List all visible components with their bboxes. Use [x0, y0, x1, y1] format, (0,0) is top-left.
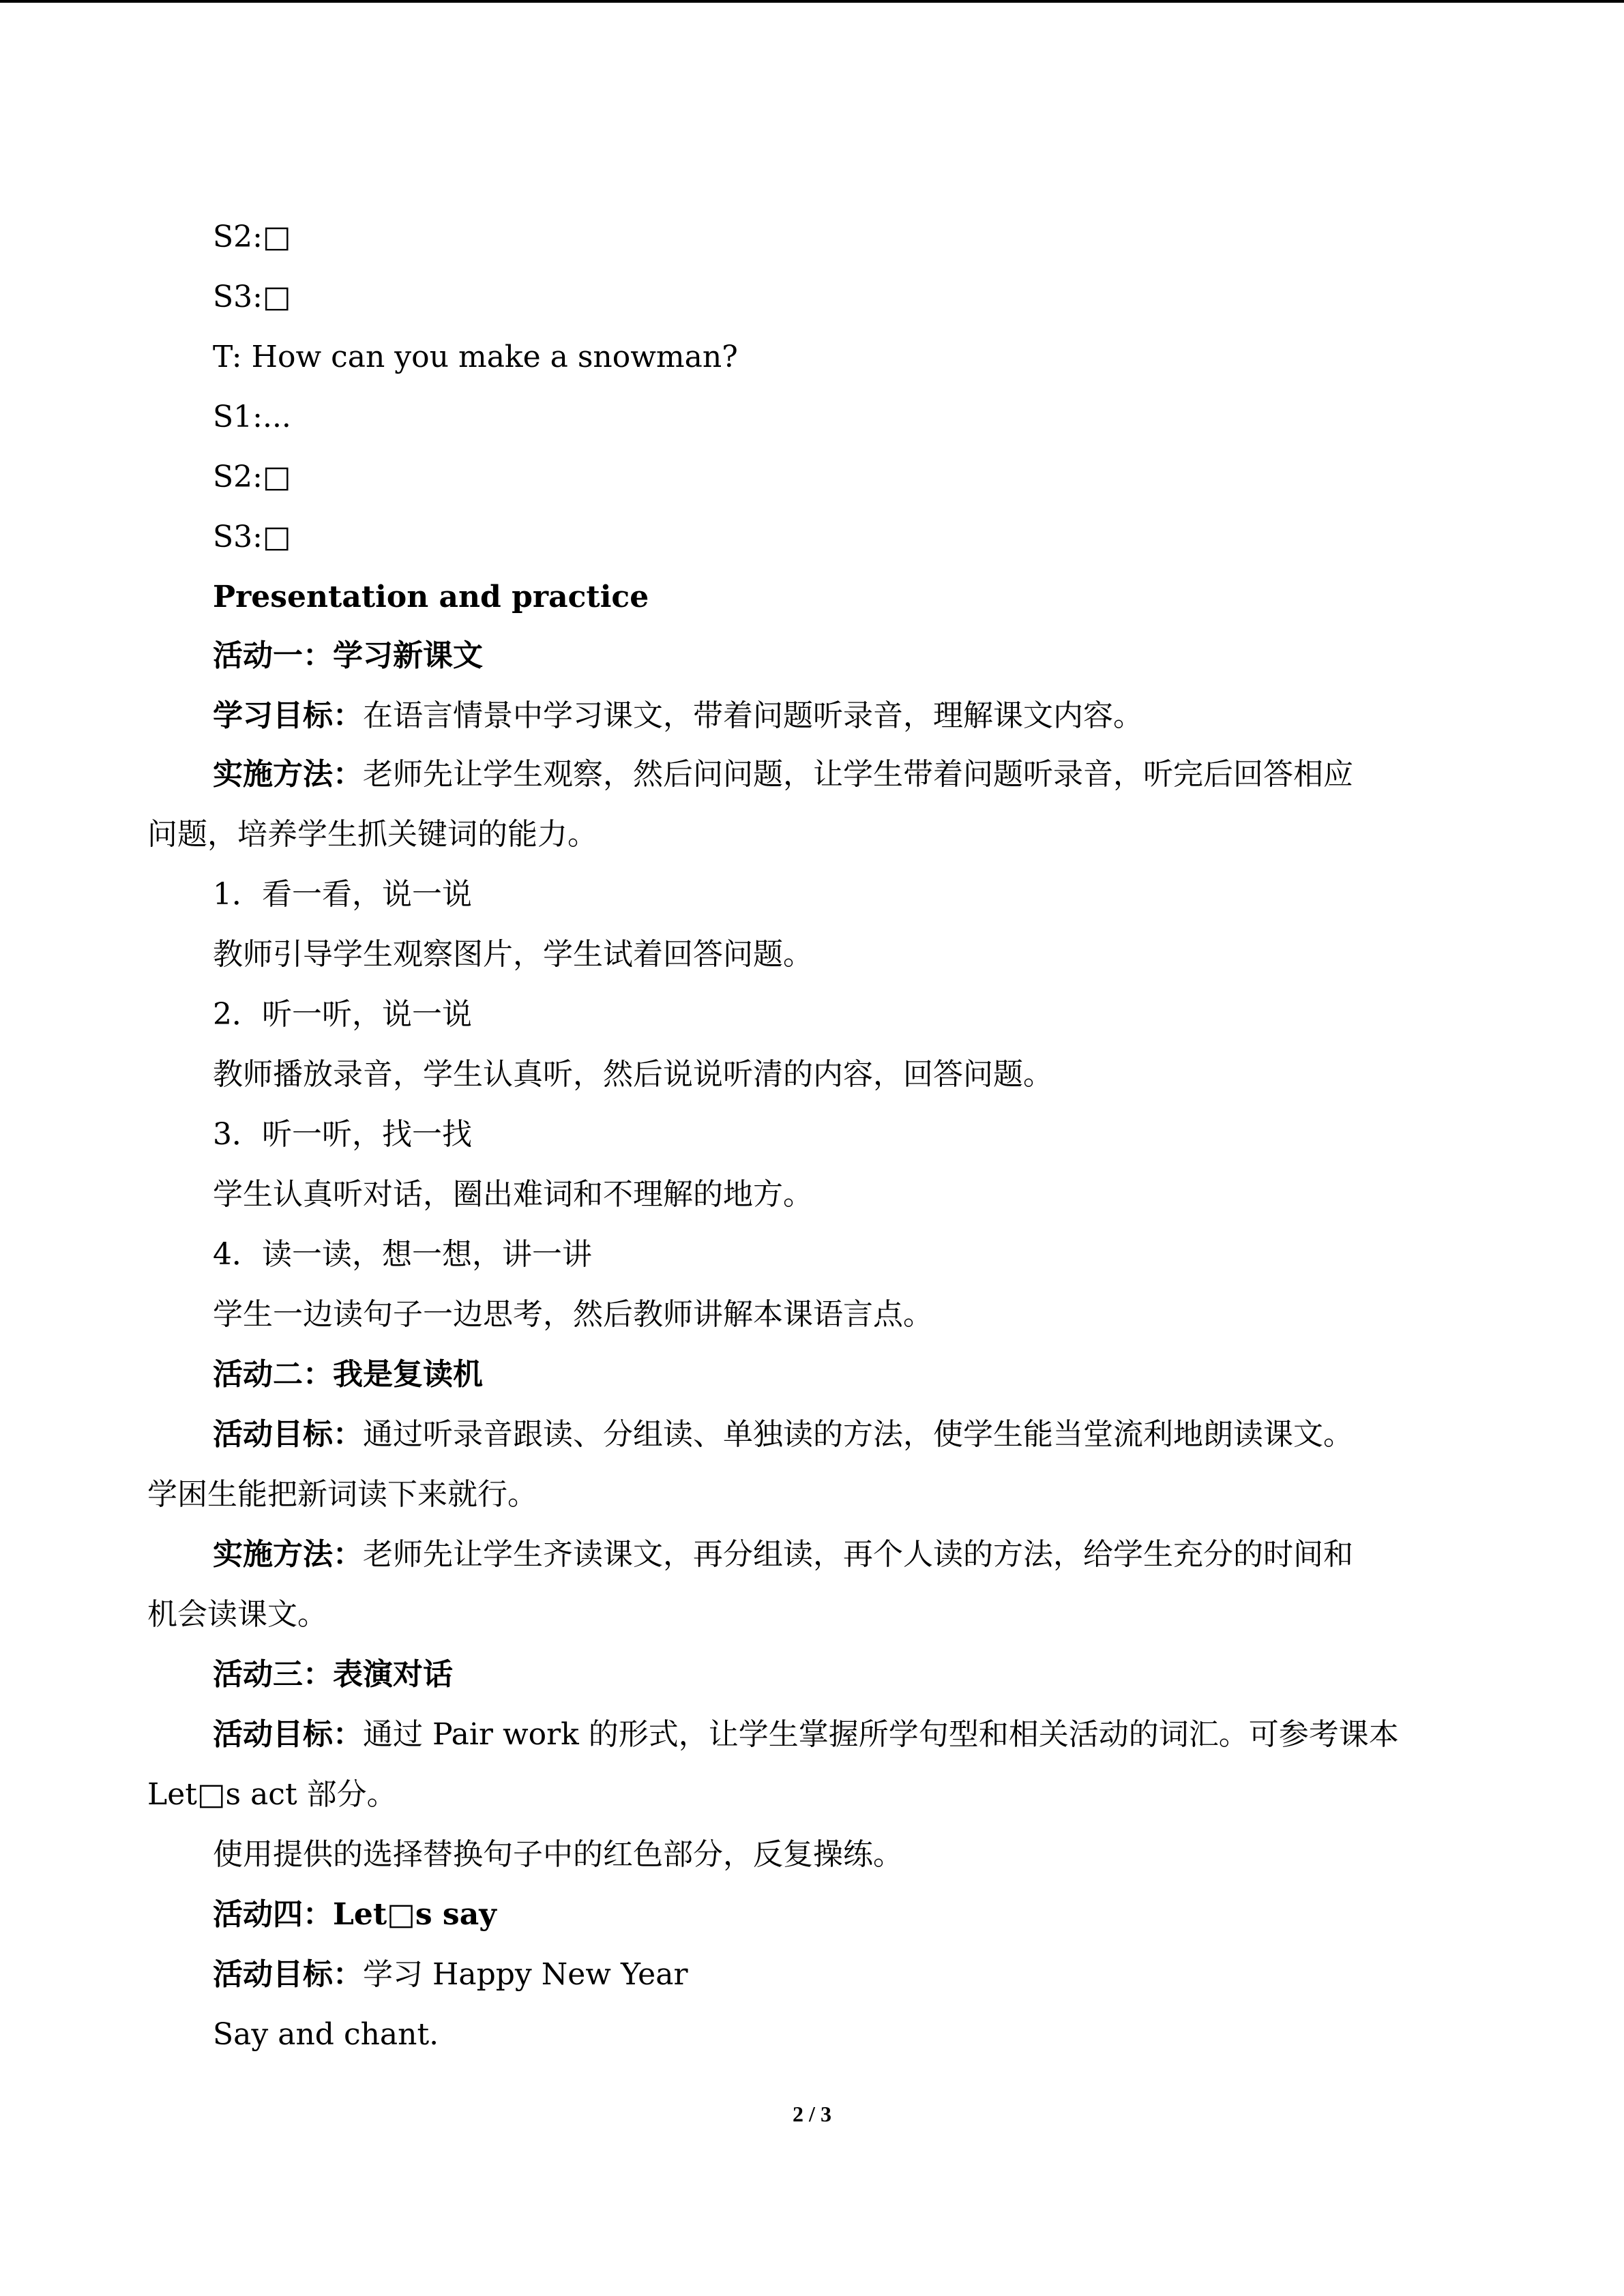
activity1-heading: 活动一：学习新课文 — [213, 638, 483, 673]
step1-text: 教师引导学生观察图片，学生试着回答问题。 — [213, 937, 813, 972]
activity3-note: 使用提供的选择替换句子中的红色部分，反复操练。 — [213, 1837, 903, 1872]
activity1-goal-label: 学习目标： — [213, 698, 363, 733]
step3-text: 学生认真听对话，圈出难词和不理解的地方。 — [213, 1177, 813, 1212]
activity3-heading: 活动三：表演对话 — [213, 1657, 453, 1692]
activity1-method-label: 实施方法： — [213, 757, 363, 792]
page-number: 2 / 3 — [793, 2102, 831, 2126]
dialogue-line-s2: S2:□ — [213, 220, 291, 254]
activity1-method-text: 老师先让学生观察，然后问问题，让学生带着问题听录音，听完后回答相应 — [363, 757, 1353, 792]
activity3-goal-text: 通过 Pair work 的形式，让学生掌握所学句型和相关活动的词汇。可参考课本 — [363, 1717, 1399, 1752]
activity2-goal-label: 活动目标： — [213, 1417, 363, 1452]
activity2-goal-text: 通过听录音跟读、分组读、单独读的方法，使学生能当堂流利地朗读课文。 — [363, 1417, 1353, 1452]
activity1-goal — [213, 696, 1143, 736]
step2-text: 教师播放录音，学生认真听，然后说说听清的内容，回答问题。 — [213, 1057, 1053, 1092]
activity2-method — [213, 1534, 1353, 1575]
step4-text: 学生一边读句子一边思考，然后教师讲解本课语言点。 — [213, 1297, 933, 1332]
step3-title: 3．听一听，找一找 — [213, 1117, 472, 1152]
activity2-goal-continued: 学困生能把新词读下来就行。 — [147, 1477, 537, 1512]
activity1-goal-text: 在语言情景中学习课文，带着问题听录音，理解课文内容。 — [363, 698, 1143, 733]
activity3-goal-continued: Let□s act 部分。 — [147, 1777, 397, 1812]
activity1-method — [213, 754, 1353, 795]
dialogue-line-s3: S3:□ — [213, 280, 291, 314]
activity3-goal — [213, 1714, 1399, 1755]
dialogue-line-s3-b: S3:□ — [213, 520, 291, 554]
step1-title: 1．看一看，说一说 — [213, 877, 472, 912]
dialogue-line-s2-b: S2:□ — [213, 460, 291, 494]
activity4-goal-label: 活动目标： — [213, 1957, 363, 1992]
activity2-heading: 活动二：我是复读机 — [213, 1357, 483, 1392]
activity4-heading: 活动四：Let□s say — [213, 1897, 497, 1932]
say-and-chant: Say and chant. — [213, 2017, 439, 2052]
activity3-goal-label: 活动目标： — [213, 1717, 363, 1752]
page-top-border — [0, 0, 1624, 3]
step4-title: 4．读一读，想一想，讲一讲 — [213, 1237, 592, 1272]
activity1-method-continued: 问题，培养学生抓关键词的能力。 — [147, 817, 597, 852]
activity2-method-continued: 机会读课文。 — [147, 1597, 327, 1632]
dialogue-line-s1: S1:... — [213, 400, 291, 434]
section-heading-presentation: Presentation and practice — [213, 580, 649, 614]
teacher-question: T: How can you make a snowman? — [213, 340, 738, 374]
activity4-goal-text: 学习 Happy New Year — [363, 1957, 688, 1992]
activity2-goal — [213, 1414, 1353, 1455]
activity2-method-label: 实施方法： — [213, 1537, 363, 1572]
activity4-goal — [213, 1954, 688, 1995]
step2-title: 2．听一听，说一说 — [213, 997, 472, 1032]
activity2-method-text: 老师先让学生齐读课文，再分组读，再个人读的方法，给学生充分的时间和 — [363, 1537, 1353, 1572]
